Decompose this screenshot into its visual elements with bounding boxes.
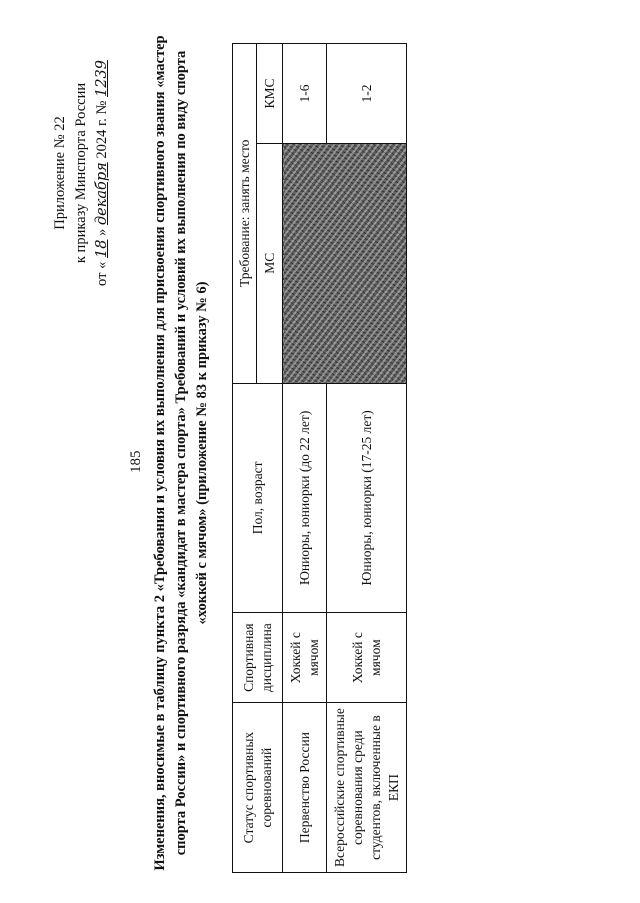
page-number: 185 (128, 450, 144, 473)
appendix-order-ref: к приказу Минспорта России (73, 82, 89, 264)
date-prefix: от « (94, 261, 110, 286)
requirements-table (232, 43, 407, 873)
cell-ms-shaded (283, 143, 407, 383)
appendix-header (50, 23, 113, 323)
handwritten-month: декабря (94, 162, 110, 226)
date-quote: » (94, 228, 110, 236)
cell-discipline: Хоккей с мячом (327, 613, 407, 703)
cell-discipline: Хоккей с мячом (283, 613, 327, 703)
header-requirement: Требование: занять место (233, 44, 257, 384)
header-age: Пол, возраст (233, 383, 283, 613)
header-status: Статус спортивных соревнований (233, 703, 283, 873)
cell-kms: 1-2 (327, 44, 407, 144)
appendix-title: Приложение № 22 (52, 116, 68, 230)
header-ms: МС (257, 143, 283, 383)
header-discipline: Спортивная дисциплина (233, 613, 283, 703)
cell-age: Юниоры, юниорки (17-25 лет) (327, 383, 407, 613)
cell-status: Первенство России (283, 703, 327, 873)
handwritten-day: 18 (94, 239, 110, 259)
document-title: Изменения, вносимые в таблицу пункта 2 «Требования и условия их выполнения для присвоения спортивного звания «мастер спорта России» и спортивного разряда «кандидат в мастера спорта» Требований и условий их выполнения по виду спорта «хоккей с мячом» (приложение № 83 к приказу № 6) (152, 35, 210, 871)
handwritten-number: 1239 (94, 60, 110, 97)
appendix-date-line (92, 23, 113, 323)
cell-status: Всероссийские спортивные соревнования среди студентов, включенные в ЕКП (327, 703, 407, 873)
date-year: 2024 г. № (94, 100, 110, 159)
cell-age: Юниоры, юниорки (до 22 лет) (283, 383, 327, 613)
cell-kms: 1-6 (283, 44, 327, 144)
table-row (283, 44, 327, 873)
header-kms: КМС (257, 44, 283, 144)
